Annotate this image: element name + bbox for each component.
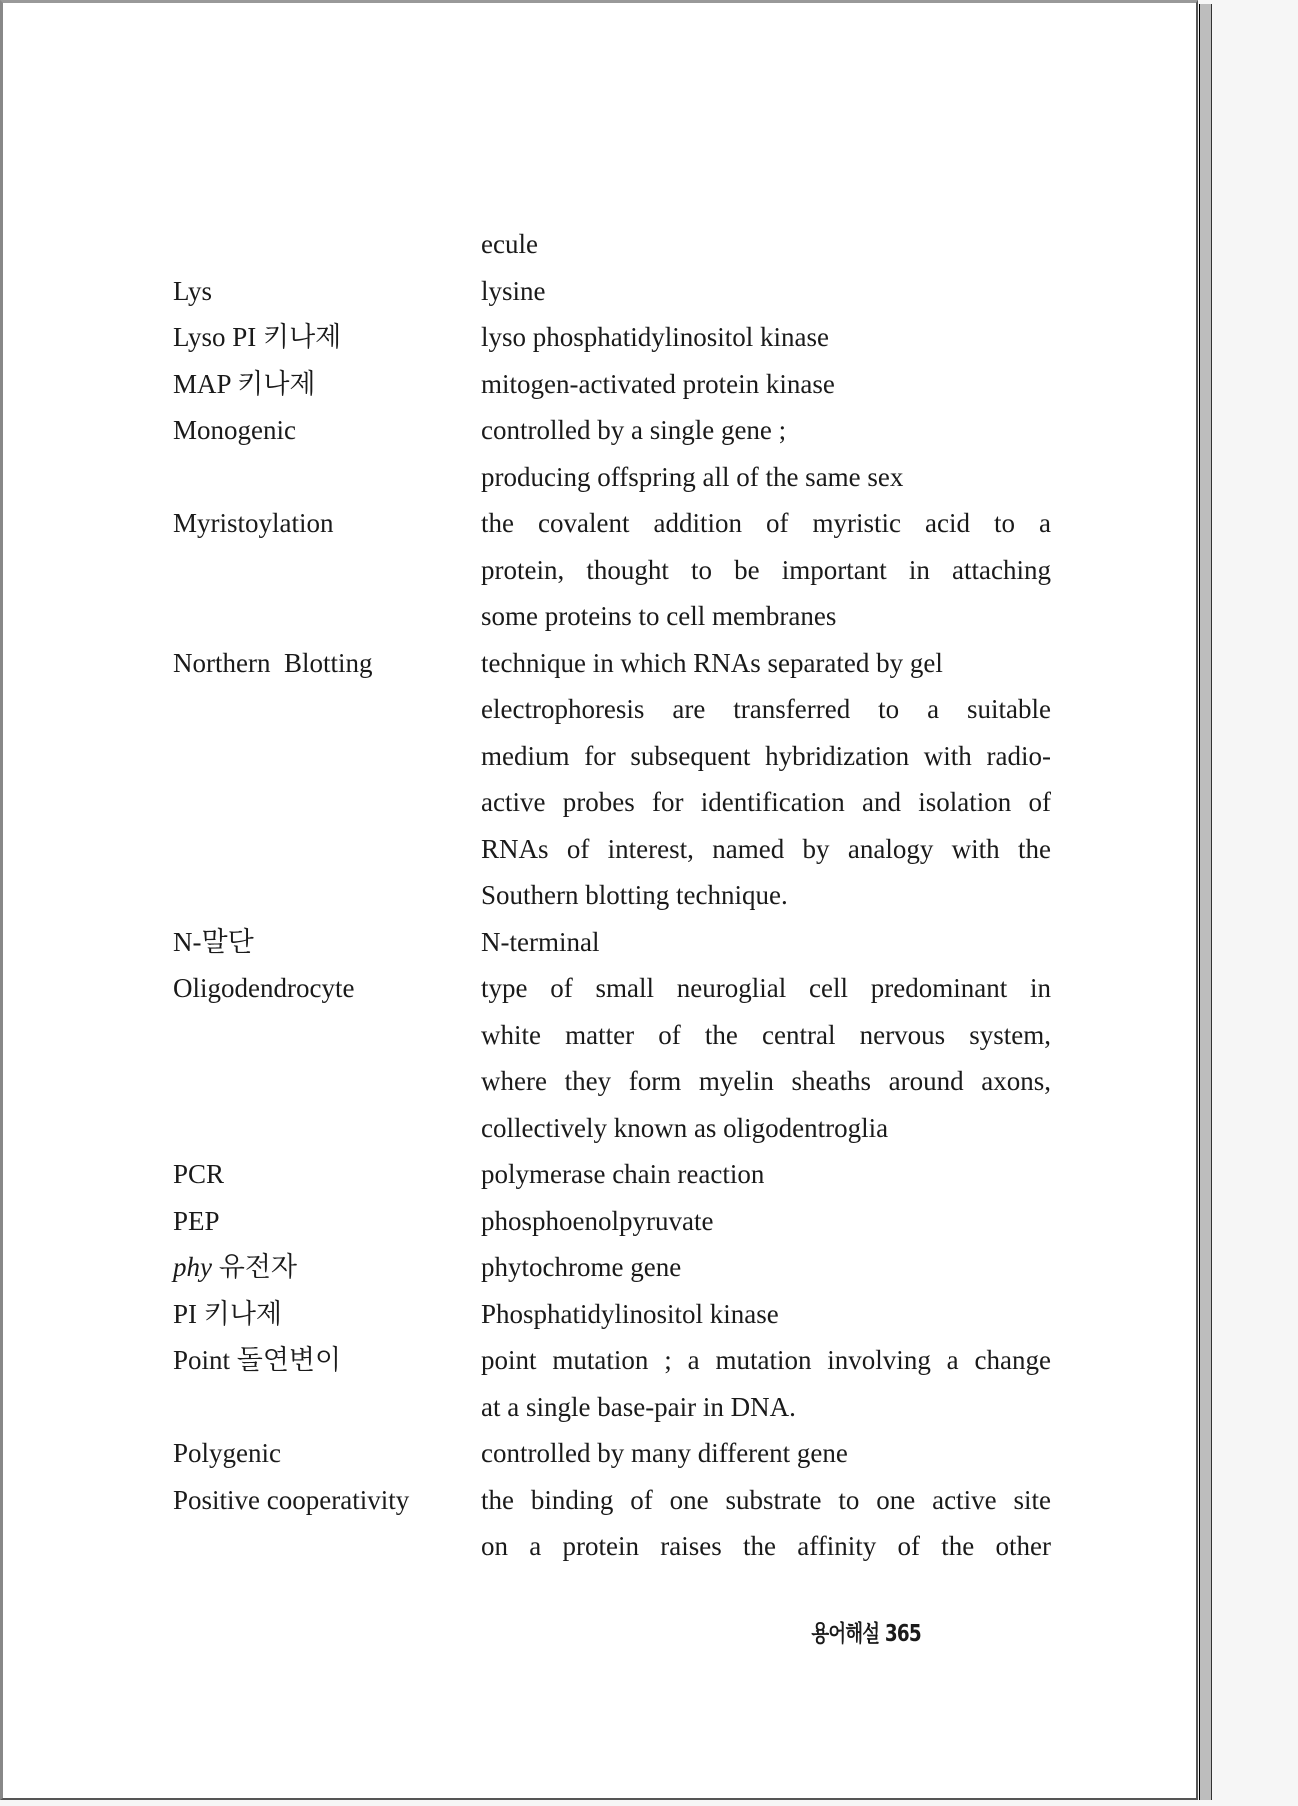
entry-term-text: Lys bbox=[173, 275, 213, 306]
entry-term-text: Monogenic bbox=[173, 415, 296, 445]
page-number: 365 bbox=[884, 1621, 921, 1647]
entry-definition-line: Southern blotting technique. bbox=[481, 880, 788, 910]
entry-term bbox=[173, 407, 296, 454]
entry-definition-line: type of small neuroglial cell predominant in bbox=[481, 973, 1051, 1003]
entry-definition-line: some proteins to cell membranes bbox=[481, 601, 837, 631]
entry-term bbox=[173, 314, 341, 361]
entry-term bbox=[173, 1291, 282, 1338]
entry-term-text: PCR bbox=[173, 1159, 225, 1189]
entry-definition-line: the covalent addition of myristic acid to a bbox=[481, 508, 1051, 538]
entry-term-text: Lyso PI 키나제 bbox=[173, 322, 342, 352]
entry-term bbox=[173, 640, 372, 687]
entry-term-italic: phy bbox=[173, 1252, 212, 1282]
entry-term-text: MAP 키나제 bbox=[173, 368, 316, 399]
entry-definition-line: ecule bbox=[481, 229, 538, 259]
page-edge bbox=[1199, 4, 1212, 1800]
entry-term bbox=[173, 1244, 297, 1291]
entry-term bbox=[173, 965, 354, 1012]
entry-term-text: Positive cooperativity bbox=[173, 1484, 410, 1515]
entry-definition-line: medium for subsequent hybridization with radio- bbox=[481, 740, 1051, 771]
entry-term bbox=[173, 1198, 220, 1245]
entry-definition-line: the binding of one substrate to one active site bbox=[481, 1484, 1051, 1515]
entry-term-text: Northern Blotting bbox=[173, 647, 373, 678]
entry-definition-line: at a single base-pair in DNA. bbox=[481, 1391, 796, 1422]
entry-term bbox=[173, 1337, 341, 1384]
entry-definition-line: lyso phosphatidylinositol kinase bbox=[481, 322, 829, 352]
entry-term bbox=[173, 1477, 409, 1524]
entry-definition-line: producing offspring all of the same sex bbox=[481, 461, 904, 492]
entry-definition-line: white matter of the central nervous system, bbox=[481, 1019, 1051, 1050]
entry-term-text: Polygenic bbox=[173, 1438, 281, 1468]
entry-definition-line: active probes for identification and isolation of bbox=[481, 787, 1051, 817]
entry-term-text: PEP bbox=[173, 1205, 220, 1236]
entry-term-text: PI 키나제 bbox=[173, 1298, 283, 1329]
entry-term-text: Myristoylation bbox=[173, 508, 334, 538]
entry-definition-line: protein, thought to be important in attaching bbox=[481, 554, 1051, 585]
entry-term-text: N-말단 bbox=[173, 926, 254, 957]
entry-definition-line: Phosphatidylinositol kinase bbox=[481, 1298, 779, 1329]
entry-term bbox=[173, 1151, 224, 1198]
entry-term bbox=[173, 500, 334, 547]
entry-term bbox=[173, 268, 212, 315]
entry-term-text: Point 돌연변이 bbox=[173, 1345, 342, 1375]
entry-term bbox=[173, 1430, 281, 1477]
entry-definition-line: collectively known as oligodentroglia bbox=[481, 1112, 889, 1143]
entry-definition-line: mitogen-activated protein kinase bbox=[481, 368, 835, 399]
entry-definition-line: technique in which RNAs separated by gel bbox=[481, 647, 943, 678]
entry-term bbox=[173, 919, 254, 966]
entry-definition-line: on a protein raises the affinity of the other bbox=[481, 1531, 1051, 1561]
entry-definition-line: controlled by a single gene ; bbox=[481, 415, 787, 445]
entry-definition-line: phytochrome gene bbox=[481, 1252, 682, 1282]
entry-definition-line: N-terminal bbox=[481, 926, 600, 957]
entry-definition-line: phosphoenolpyruvate bbox=[481, 1205, 714, 1236]
entry-definition-line: where they form myelin sheaths around axons, bbox=[481, 1066, 1051, 1096]
entry-definition-line: lysine bbox=[481, 275, 546, 306]
entry-definition-line: electrophoresis are transferred to a suitable bbox=[481, 694, 1051, 724]
entry-definition-line: RNAs of interest, named by analogy with the bbox=[481, 833, 1051, 864]
entry-definition-line: polymerase chain reaction bbox=[481, 1159, 765, 1189]
entry-term-text: Oligodendrocyte bbox=[173, 973, 355, 1003]
section-title: 용어해설 bbox=[811, 1621, 880, 1647]
page-footer bbox=[811, 1615, 921, 1648]
entry-term bbox=[173, 361, 316, 408]
entry-term-text: 유전자 bbox=[211, 1252, 297, 1282]
entry-definition-line: controlled by many different gene bbox=[481, 1438, 848, 1468]
entry-definition-line: point mutation ; a mutation involving a change bbox=[481, 1345, 1051, 1375]
